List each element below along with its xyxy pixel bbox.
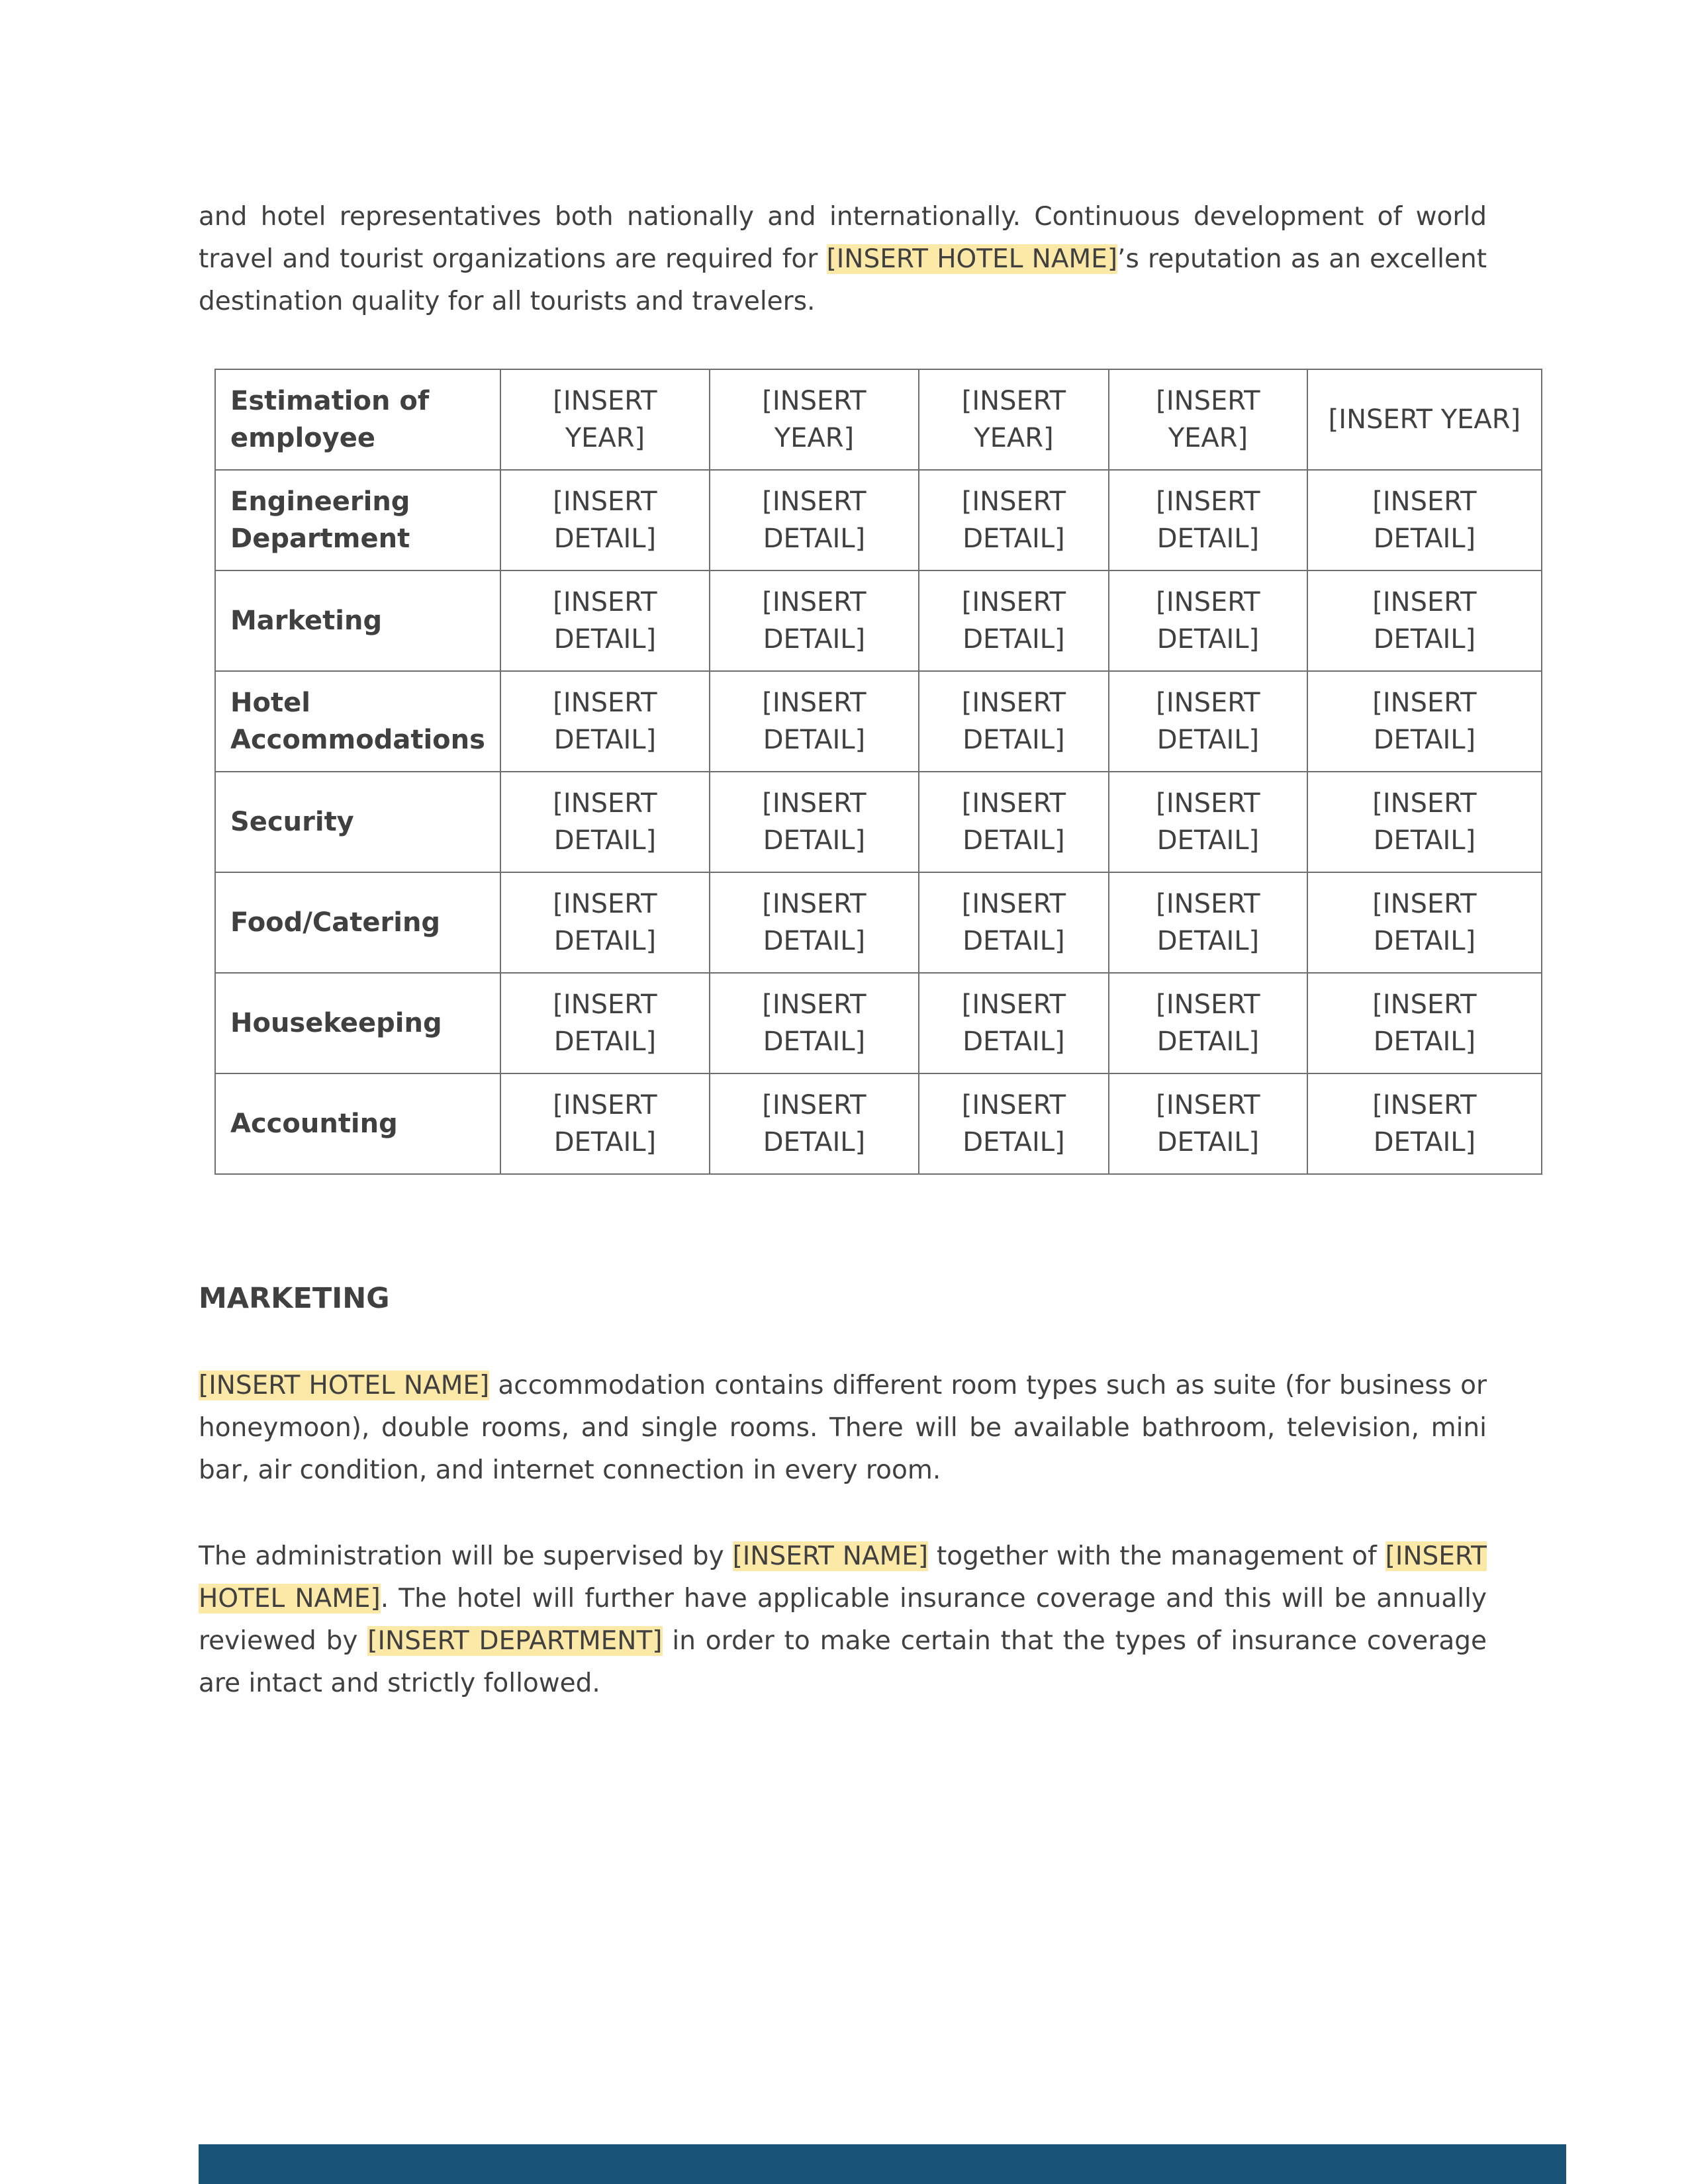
table-cell: [INSERT DETAIL] — [710, 570, 919, 671]
table-header-cell: [INSERT YEAR] — [919, 369, 1109, 470]
name-placeholder: [INSERT NAME] — [732, 1541, 929, 1571]
table-cell: [INSERT DETAIL] — [1109, 671, 1307, 772]
table-header-cell: [INSERT YEAR] — [500, 369, 710, 470]
table-row-label: Engineering Department — [215, 470, 500, 570]
table-cell: [INSERT DETAIL] — [919, 671, 1109, 772]
table-cell: [INSERT DETAIL] — [1307, 671, 1542, 772]
table-cell: [INSERT DETAIL] — [919, 772, 1109, 872]
table-cell: [INSERT DETAIL] — [1307, 973, 1542, 1073]
table-cell: [INSERT DETAIL] — [1307, 470, 1542, 570]
hotel-name-placeholder: [INSERT HOTEL NAME] — [826, 244, 1118, 274]
marketing-p2-text-2: together with the management of — [928, 1541, 1385, 1571]
table-row — [215, 772, 1542, 872]
marketing-p2-text-4: in order to make certain that the types of insurance coverage are intact and strictly followed. — [199, 1626, 1487, 1698]
table-cell: [INSERT DETAIL] — [710, 671, 919, 772]
marketing-paragraph-1 — [199, 1365, 1487, 1492]
table-cell: [INSERT DETAIL] — [1109, 872, 1307, 973]
marketing-p2-text-1: The administration will be supervised by — [199, 1541, 733, 1571]
table-cell: [INSERT DETAIL] — [710, 772, 919, 872]
table-cell: [INSERT DETAIL] — [500, 973, 710, 1073]
table-row-label: Accounting — [215, 1073, 500, 1174]
table-cell: [INSERT DETAIL] — [1109, 570, 1307, 671]
table-row — [215, 1073, 1542, 1174]
table-cell: [INSERT DETAIL] — [1109, 973, 1307, 1073]
employee-estimation-table — [214, 369, 1542, 1175]
table-header-row — [215, 369, 1542, 470]
table-cell: [INSERT DETAIL] — [919, 1073, 1109, 1174]
table-cell: [INSERT DETAIL] — [1109, 470, 1307, 570]
table-row — [215, 872, 1542, 973]
marketing-heading: MARKETING — [199, 1282, 390, 1315]
table-row-label: Food/Catering — [215, 872, 500, 973]
table-header-cell: [INSERT YEAR] — [710, 369, 919, 470]
table-row-label: Housekeeping — [215, 973, 500, 1073]
table-header-cell: [INSERT YEAR] — [1109, 369, 1307, 470]
table-cell: [INSERT DETAIL] — [1307, 1073, 1542, 1174]
hotel-name-placeholder: [INSERT HOTEL NAME] — [199, 1371, 490, 1400]
table-cell: [INSERT DETAIL] — [1109, 1073, 1307, 1174]
table-header-cell: Estimation of employee — [215, 369, 500, 470]
table-cell: [INSERT DETAIL] — [710, 1073, 919, 1174]
table-cell: [INSERT DETAIL] — [919, 872, 1109, 973]
table-cell: [INSERT DETAIL] — [710, 973, 919, 1073]
footer-bar — [199, 2144, 1566, 2184]
table-row-label: Security — [215, 772, 500, 872]
table-cell: [INSERT DETAIL] — [500, 671, 710, 772]
table-cell: [INSERT DETAIL] — [500, 772, 710, 872]
table-row — [215, 973, 1542, 1073]
table-cell: [INSERT DETAIL] — [710, 872, 919, 973]
table-cell: [INSERT DETAIL] — [1307, 570, 1542, 671]
marketing-paragraph-2 — [199, 1535, 1487, 1705]
table-cell: [INSERT DETAIL] — [500, 872, 710, 973]
marketing-p1-text: accommodation contains different room types such as suite (for business or honeymoon), double rooms, and single rooms. There will be available bathroom, television, mini bar, air condition, and internet connection in every room. — [199, 1371, 1487, 1485]
hotel-name-placeholder: [INSERT HOTEL NAME] — [199, 1541, 1487, 1614]
table-cell: [INSERT DETAIL] — [1307, 772, 1542, 872]
table-cell: [INSERT DETAIL] — [500, 1073, 710, 1174]
table-row — [215, 671, 1542, 772]
table-cell: [INSERT DETAIL] — [710, 470, 919, 570]
table-cell: [INSERT DETAIL] — [919, 973, 1109, 1073]
table-row-label: Marketing — [215, 570, 500, 671]
intro-text-after: ’s reputation as an excellent destination quality for all tourists and travelers. — [199, 244, 1487, 316]
table-cell: [INSERT DETAIL] — [919, 470, 1109, 570]
table-cell: [INSERT DETAIL] — [1307, 872, 1542, 973]
marketing-p2-text-3: . The hotel will further have applicable insurance coverage and this will be annually reviewed by — [199, 1584, 1487, 1656]
table-cell: [INSERT DETAIL] — [919, 570, 1109, 671]
table-header-cell: [INSERT YEAR] — [1307, 369, 1542, 470]
table-row-label: Hotel Accommodations — [215, 671, 500, 772]
department-placeholder: [INSERT DEPARTMENT] — [367, 1626, 663, 1656]
table-row — [215, 570, 1542, 671]
table-cell: [INSERT DETAIL] — [1109, 772, 1307, 872]
table-cell: [INSERT DETAIL] — [500, 470, 710, 570]
intro-text-before: and hotel representatives both nationally and internationally. Continuous development of world travel and tourist organizations are required for — [199, 202, 1487, 274]
table-cell: [INSERT DETAIL] — [500, 570, 710, 671]
intro-paragraph — [199, 196, 1487, 323]
table-row — [215, 470, 1542, 570]
